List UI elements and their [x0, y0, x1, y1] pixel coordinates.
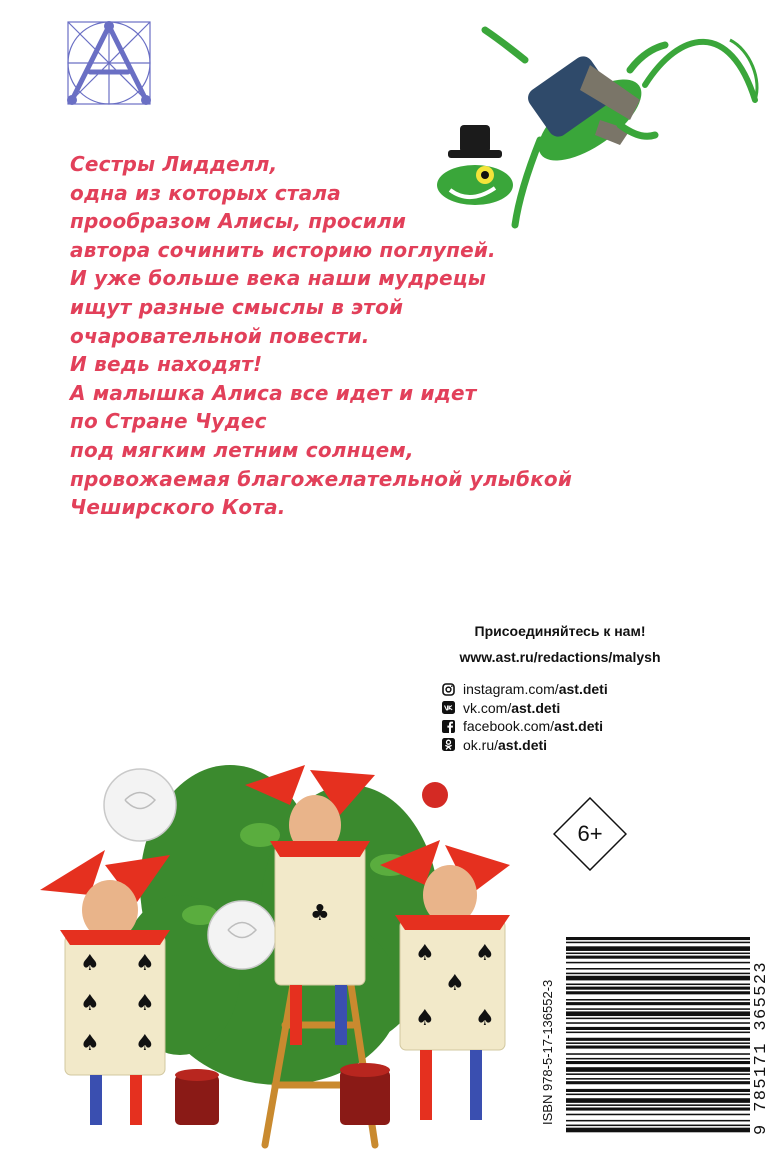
barcode-bar — [566, 999, 750, 1001]
join-us-heading: Присоединяйтесь к нам! — [474, 623, 646, 639]
isbn-digits: 9 785171 365523 — [752, 960, 771, 1135]
blurb-line: ищут разные смыслы в этой — [70, 294, 404, 319]
barcode-bar — [566, 1027, 750, 1030]
barcode-bar — [566, 973, 750, 975]
barcode-bar — [566, 1018, 750, 1020]
svg-text:♠: ♠ — [475, 941, 495, 966]
barcode-bar — [566, 991, 750, 994]
barcode-bar — [566, 1089, 750, 1092]
blurb-line: очаровательной повести. — [70, 323, 370, 348]
svg-text:♠: ♠ — [135, 991, 155, 1016]
link-handle: ast.deti — [511, 699, 561, 716]
svg-text:♠: ♠ — [475, 1006, 495, 1031]
barcode-bar — [566, 942, 750, 944]
blurb-line: по Стране Чудес — [70, 409, 267, 434]
barcode-bar — [566, 987, 750, 990]
blurb-line: прообразом Алисы, просили — [70, 209, 407, 234]
svg-text:♠: ♠ — [80, 1031, 100, 1056]
blurb-line: А малышка Алиса все идет и идет — [70, 380, 477, 405]
link-handle: ast.deti — [554, 718, 604, 734]
blurb-line: провожаемая благожелательной улыбкой — [70, 466, 573, 491]
blurb-line: И уже больше века наши мудрецы — [70, 266, 487, 291]
barcode-bar — [566, 1011, 750, 1016]
age-rating-badge — [553, 797, 627, 871]
age-rating-text: 6+ — [577, 821, 603, 846]
isbn-barcode — [542, 935, 764, 1133]
svg-text:♠: ♠ — [415, 941, 435, 966]
blurb-line: И ведь находят! — [70, 352, 263, 377]
barcode-bar — [566, 1061, 750, 1064]
vk-icon — [442, 701, 455, 714]
barcode-bar — [566, 1114, 750, 1116]
instagram-icon — [442, 683, 455, 696]
link-handle: ast.deti — [558, 681, 608, 697]
barcode-bar — [566, 1022, 750, 1024]
barcode-bar — [566, 1002, 750, 1005]
barcode-bar — [566, 1128, 750, 1133]
barcode-bar — [566, 1038, 750, 1041]
svg-text:♠: ♠ — [135, 1031, 155, 1056]
social-links — [442, 680, 682, 754]
barcode-bar — [566, 962, 750, 964]
social-link-facebook[interactable] — [442, 717, 682, 735]
website-link[interactable]: www.ast.ru/redactions/malysh — [459, 649, 661, 665]
publisher-logo — [66, 20, 152, 106]
barcode-bar — [566, 1098, 750, 1103]
barcode-bar — [566, 1125, 750, 1127]
blurb-text — [70, 150, 590, 522]
barcode-bar — [566, 1094, 750, 1096]
blurb-line: автора сочинить историю поглупей. — [70, 237, 496, 262]
barcode-bar — [566, 1120, 750, 1122]
barcode-bar — [566, 984, 750, 986]
barcode-bar — [566, 1058, 750, 1060]
barcode-bar — [566, 937, 750, 940]
link-prefix: instagram.com/ — [463, 681, 559, 697]
isbn-label: ISBN 978-5-17-136552-3 — [540, 979, 555, 1125]
svg-text:♠: ♠ — [445, 971, 465, 996]
link-handle: ast.deti — [498, 736, 548, 753]
blurb-line: Сестры Лидделл, — [70, 152, 278, 176]
barcode-bar — [566, 1046, 750, 1049]
barcode-bar — [566, 1073, 750, 1075]
blurb-line: Чеширского Кота. — [70, 495, 286, 520]
barcode-bar — [566, 1104, 750, 1106]
barcode-bar — [566, 1078, 750, 1080]
barcode-bar — [566, 1008, 750, 1010]
social-block — [442, 620, 682, 754]
svg-text:♠: ♠ — [80, 951, 100, 976]
svg-text:♠: ♠ — [80, 991, 100, 1016]
link-prefix: vk.com/ — [463, 699, 512, 716]
svg-text:♣: ♣ — [310, 901, 330, 926]
barcode-bar — [566, 946, 750, 951]
blurb-line: под мягким летним солнцем, — [70, 437, 414, 462]
svg-text:♠: ♠ — [135, 951, 155, 976]
barcode-bar — [566, 976, 750, 981]
barcode-bar — [566, 956, 750, 959]
card-gardeners-illustration — [20, 745, 540, 1150]
svg-text:♠: ♠ — [415, 1006, 435, 1031]
social-link-vk[interactable] — [442, 699, 682, 717]
barcode-bar — [566, 1053, 750, 1055]
link-prefix: ok.ru/ — [463, 736, 499, 753]
barcode-bar — [566, 1108, 750, 1111]
social-link-instagram[interactable] — [442, 680, 682, 698]
barcode-bar — [566, 968, 750, 970]
barcode-bar — [566, 1067, 750, 1072]
barcode-bar — [566, 1032, 750, 1034]
blurb-line: одна из которых стала — [70, 180, 341, 205]
facebook-icon — [442, 720, 455, 733]
barcode-bar — [566, 1081, 750, 1084]
barcode-bar — [566, 1042, 750, 1044]
link-prefix: facebook.com/ — [463, 718, 555, 734]
barcode-bar — [566, 953, 750, 955]
